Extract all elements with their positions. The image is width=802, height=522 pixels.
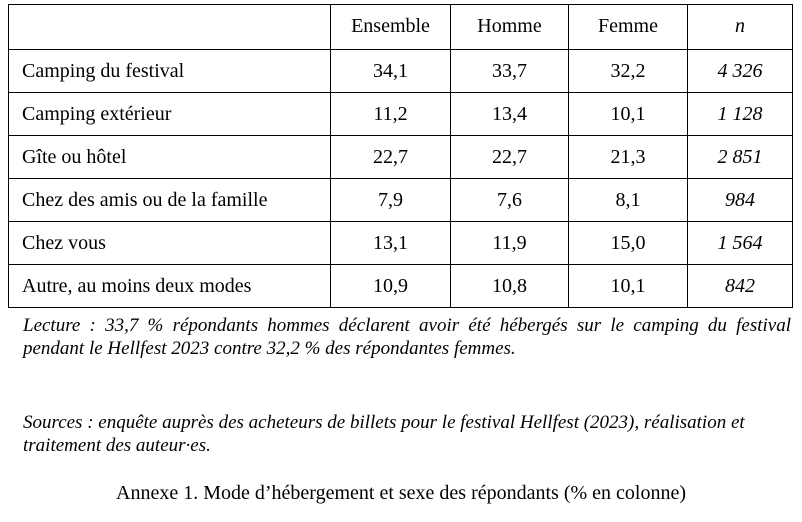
header-n: n xyxy=(688,5,793,50)
table-row xyxy=(9,50,793,93)
table-row xyxy=(9,136,793,179)
cell-ensemble: 13,1 xyxy=(331,222,451,265)
table-row xyxy=(9,179,793,222)
row-label: Chez vous xyxy=(9,222,331,265)
cell-ensemble: 10,9 xyxy=(331,265,451,308)
cell-homme: 13,4 xyxy=(451,93,569,136)
cell-femme: 10,1 xyxy=(569,265,688,308)
header-ensemble: Ensemble xyxy=(331,5,451,50)
row-label: Gîte ou hôtel xyxy=(9,136,331,179)
table-row xyxy=(9,265,793,308)
cell-femme: 8,1 xyxy=(569,179,688,222)
header-empty-cell xyxy=(9,5,331,50)
cell-femme: 15,0 xyxy=(569,222,688,265)
cell-ensemble: 34,1 xyxy=(331,50,451,93)
cell-ensemble: 22,7 xyxy=(331,136,451,179)
cell-femme: 10,1 xyxy=(569,93,688,136)
table-row xyxy=(9,93,793,136)
cell-homme: 33,7 xyxy=(451,50,569,93)
table-header-row xyxy=(9,5,793,50)
table-row xyxy=(9,222,793,265)
cell-homme: 22,7 xyxy=(451,136,569,179)
header-femme: Femme xyxy=(569,5,688,50)
cell-n: 4 326 xyxy=(688,50,793,93)
cell-femme: 32,2 xyxy=(569,50,688,93)
cell-n: 1 564 xyxy=(688,222,793,265)
accommodation-table xyxy=(8,4,793,308)
row-label: Camping du festival xyxy=(9,50,331,93)
cell-n: 1 128 xyxy=(688,93,793,136)
cell-ensemble: 7,9 xyxy=(331,179,451,222)
cell-homme: 10,8 xyxy=(451,265,569,308)
table-caption: Annexe 1. Mode d’hébergement et sexe des répondants (% en colonne) xyxy=(116,482,686,504)
lecture-note: Lecture : 33,7 % répondants hommes déclarent avoir été hébergés sur le camping du festival pendant le Hellfest 2023 contre 32,2 % des répondantes femmes. xyxy=(23,315,791,359)
sources-note: Sources : enquête auprès des acheteurs de billets pour le festival Hellfest (2023), réalisation et traitement des auteur·es. xyxy=(23,412,745,456)
cell-n: 984 xyxy=(688,179,793,222)
row-label: Autre, au moins deux modes xyxy=(9,265,331,308)
cell-femme: 21,3 xyxy=(569,136,688,179)
cell-n: 842 xyxy=(688,265,793,308)
cell-homme: 7,6 xyxy=(451,179,569,222)
cell-homme: 11,9 xyxy=(451,222,569,265)
header-homme: Homme xyxy=(451,5,569,50)
row-label: Camping extérieur xyxy=(9,93,331,136)
cell-ensemble: 11,2 xyxy=(331,93,451,136)
row-label: Chez des amis ou de la famille xyxy=(9,179,331,222)
cell-n: 2 851 xyxy=(688,136,793,179)
